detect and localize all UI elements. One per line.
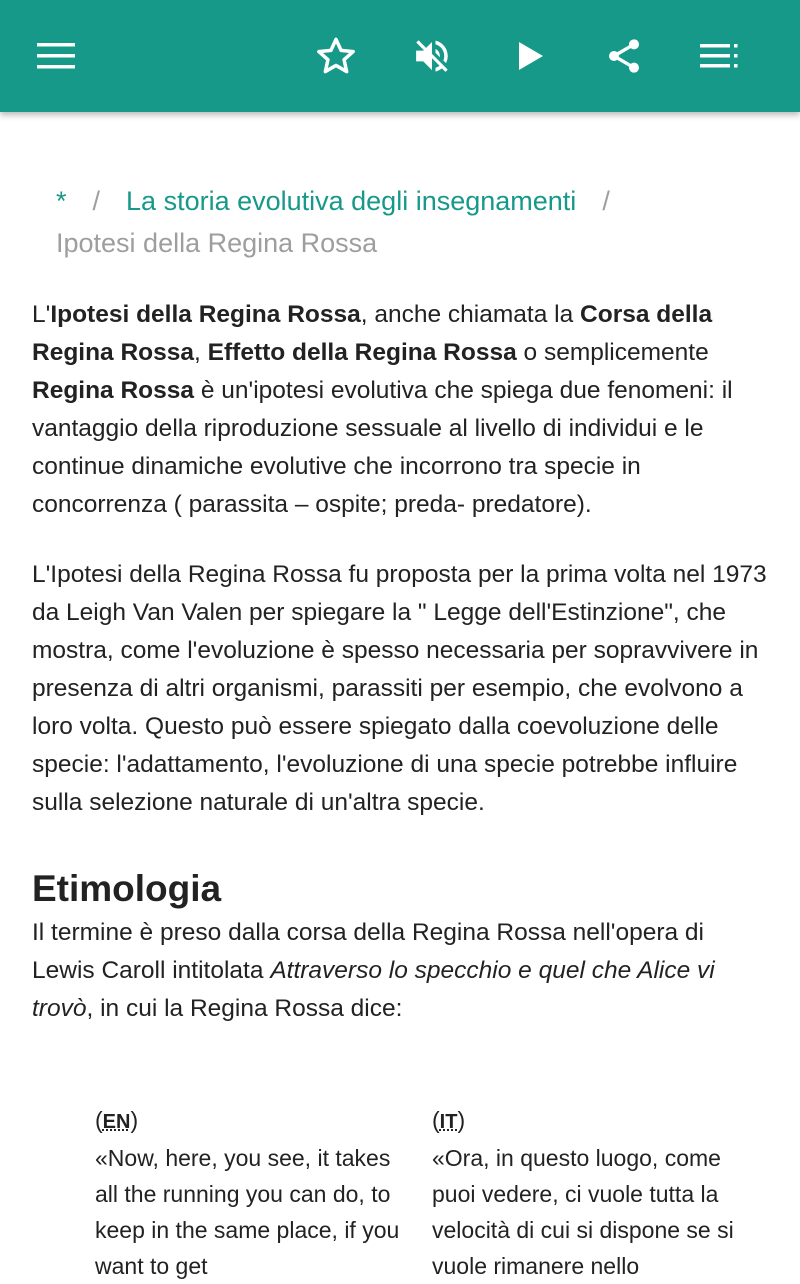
text: L' bbox=[32, 301, 51, 328]
mute-button[interactable] bbox=[404, 28, 460, 84]
list-icon bbox=[700, 42, 740, 70]
breadcrumb-parent-link[interactable]: La storia evolutiva degli insegnamenti bbox=[126, 186, 577, 216]
volume-off-icon bbox=[411, 35, 453, 77]
book-title: Attraverso lo specchio e quel che Alice vi trovò bbox=[32, 957, 715, 1022]
breadcrumb-root-link[interactable]: * bbox=[56, 186, 67, 216]
bold-term: Regina Rossa bbox=[32, 377, 195, 404]
breadcrumb-current: Ipotesi della Regina Rossa bbox=[56, 228, 378, 258]
text: , bbox=[194, 339, 208, 366]
share-icon bbox=[604, 35, 644, 77]
text: o semplicemente bbox=[516, 339, 709, 366]
paren: ) bbox=[130, 1107, 139, 1133]
play-button[interactable] bbox=[502, 28, 558, 84]
text: , anche chiamata la bbox=[360, 301, 581, 328]
star-outline-icon bbox=[315, 35, 357, 77]
language-tag-en bbox=[95, 1102, 405, 1140]
language-tag-it bbox=[432, 1102, 742, 1140]
menu-button[interactable] bbox=[28, 28, 84, 84]
section-heading-etimologia: Etimologia bbox=[32, 868, 222, 909]
paren: ( bbox=[432, 1107, 440, 1133]
bold-term: Corsa della Regina Rossa bbox=[32, 301, 713, 366]
share-button[interactable] bbox=[596, 28, 652, 84]
language-code[interactable]: IT bbox=[439, 1111, 458, 1133]
article-body bbox=[32, 296, 772, 1028]
favorite-button[interactable] bbox=[308, 28, 364, 84]
breadcrumb-separator: / bbox=[92, 186, 101, 216]
intro-paragraph bbox=[32, 296, 772, 524]
etymology-paragraph bbox=[32, 914, 772, 1028]
app-toolbar bbox=[0, 0, 800, 112]
quote-text: «Ora, in questo luogo, come puoi vedere, ci vuole tutta la velocità di cui si dispone se si vuole rimanere nello bbox=[432, 1145, 734, 1279]
quote-text: «Now, here, you see, it takes all the running you can do, to keep in the same place, if you want to get bbox=[95, 1145, 400, 1279]
bold-term: Effetto della Regina Rossa bbox=[207, 339, 517, 366]
quote-english bbox=[95, 1102, 405, 1284]
paren: ) bbox=[457, 1107, 466, 1133]
table-of-contents-button[interactable] bbox=[692, 28, 748, 84]
paren: ( bbox=[95, 1107, 103, 1133]
text: Il termine è preso dalla corsa della Regina Rossa nell'opera di Lewis Caroll intitolata bbox=[32, 919, 704, 984]
bold-term: Ipotesi della Regina Rossa bbox=[50, 301, 361, 328]
quote-italian bbox=[432, 1102, 742, 1284]
breadcrumb bbox=[56, 180, 756, 264]
text: , in cui la Regina Rossa dice: bbox=[86, 995, 403, 1022]
text: è un'ipotesi evolutiva che spiega due fenomeni: il vantaggio della riproduzione sessuale al livello di individui e le continue dinamiche evolutive che incorrono tra specie in concorrenza ( parassita – ospite; preda- predatore). bbox=[32, 377, 733, 518]
play-icon bbox=[515, 40, 545, 72]
history-paragraph: L'Ipotesi della Regina Rossa fu proposta per la prima volta nel 1973 da Leigh Van Valen per spiegare la " Legge dell'Estinzione", che mostra, come l'evoluzione è spesso necessaria per sopravvivere in presenza di altri organismi, parassiti per esempio, che evolvono a loro volta. Questo può essere spiegato dalla coevoluzione delle specie: l'adattamento, l'evoluzione di una specie potrebbe influire sulla selezione naturale di un'altra specie. bbox=[32, 561, 767, 816]
language-code[interactable]: EN bbox=[102, 1111, 131, 1133]
hamburger-menu-icon bbox=[37, 42, 75, 70]
breadcrumb-separator: / bbox=[602, 186, 610, 216]
